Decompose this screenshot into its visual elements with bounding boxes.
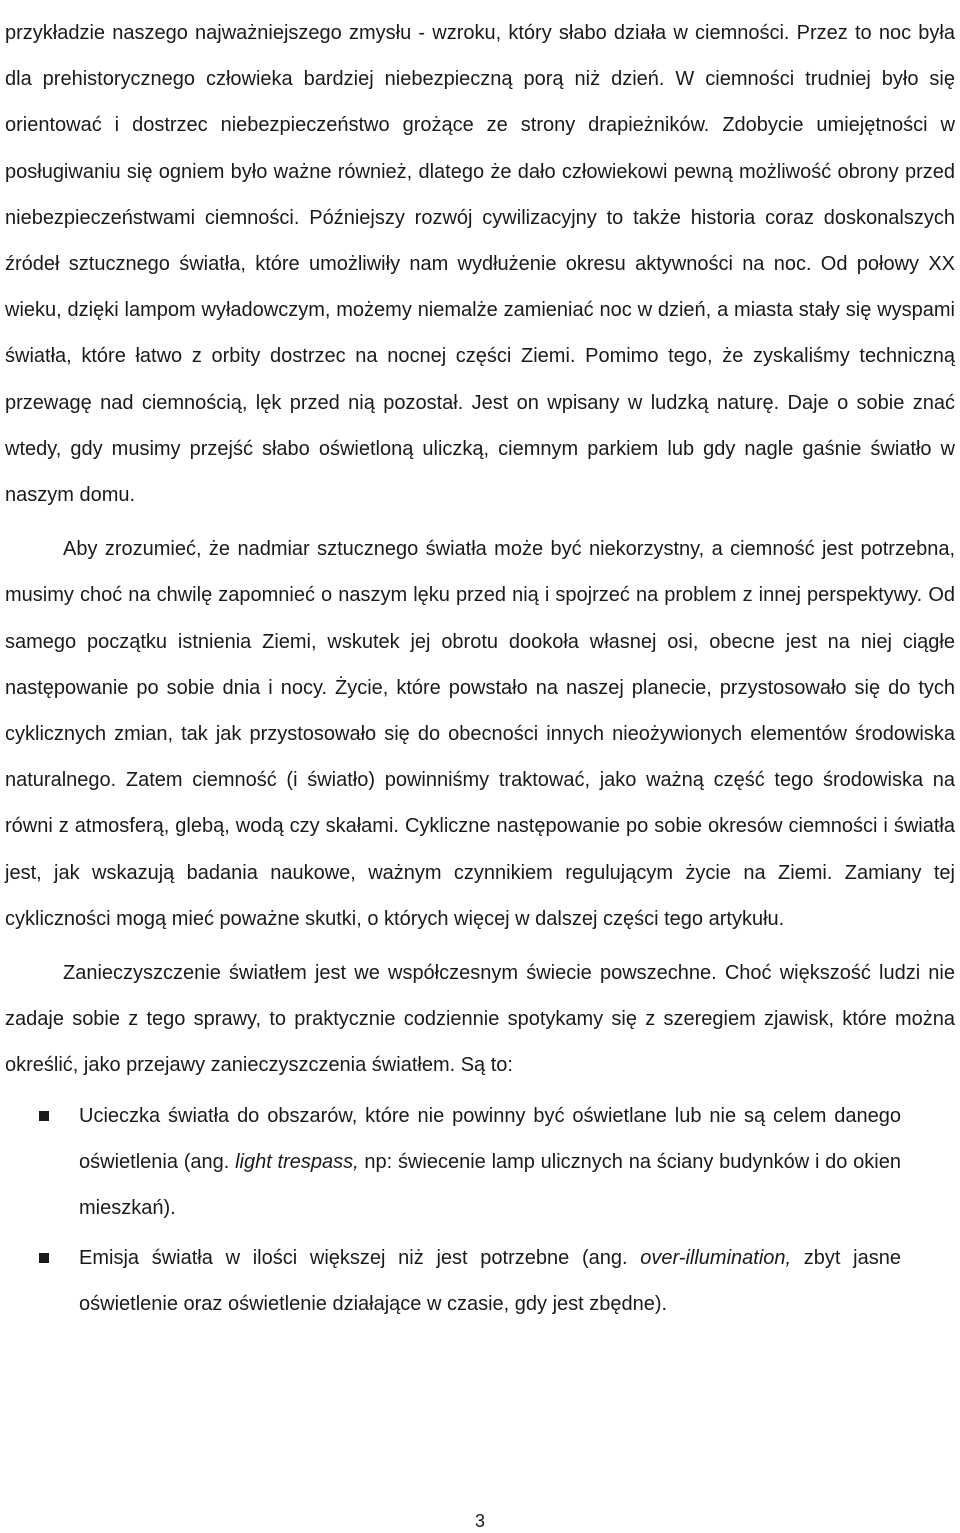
paragraph-2: Aby zrozumieć, że nadmiar sztucznego światła może być niekorzystny, a ciemność jest potrzebna, musimy choć na chwilę zapomnieć o naszym lęku przed nią i spojrzeć na problem z innej perspektywy. Od samego początku istnienia Ziemi, wskutek jej obrotu dookoła własnej osi, obecne jest na niej ciągłe następowanie po sobie dnia i nocy. Życie, które powstało na naszej planecie, przystosowało się do tych cyklicznych zmian, tak jak przystosowało się do obecności innych nieożywionych elementów środowiska naturalnego. Zatem ciemność (i światło) powinniśmy traktować, jako ważną część tego środowiska na równi z atmosferą, glebą, wodą czy skałami. Cykliczne następowanie po sobie okresów ciemności i światła jest, jak wskazują badania naukowe, ważnym czynnikiem regulującym życie na Ziemi. Zamiany tej cykliczności mogą mieć poważne skutki, o których więcej w dalszej części tego artykułu. bbox=[5, 538, 955, 930]
paragraph-3: Zanieczyszczenie światłem jest we współczesnym świecie powszechne. Choć większość ludzi nie zadaje sobie z tego sprawy, to praktycznie codziennie spotykamy się z szeregiem zjawisk, które można określić, jako przejawy zanieczyszczenia światłem. Są to: bbox=[5, 962, 955, 1077]
list-item bbox=[5, 1093, 955, 1232]
list-item-text-start: Ucieczka światła do obszarów, które nie powinny być oświetlane lub nie są celem danego oświetlenia (ang. bbox=[79, 1104, 901, 1173]
list-item bbox=[5, 1235, 955, 1327]
list-item-term: over-illumination, bbox=[640, 1247, 792, 1270]
square-bullet-icon bbox=[39, 1253, 49, 1263]
page-number: 3 bbox=[474, 1511, 485, 1531]
list-item-term: light trespass, bbox=[235, 1150, 359, 1173]
paragraph-1: przykładzie naszego najważniejszego zmysłu - wzroku, który słabo działa w ciemności. Przez to noc była dla prehistorycznego człowieka bardziej niebezpieczną porą niż dzień. W ciemności trudniej było się orientować i dostrzec niebezpieczeństwo grożące ze strony drapieżników. Zdobycie umiejętności w posługiwaniu się ogniem było ważne również, dlatego że dało człowiekowi pewną możliwość obrony przed niebezpieczeństwami ciemności. Późniejszy rozwój cywilizacyjny to także historia coraz doskonalszych źródeł sztucznego światła, które umożliwiły nam wydłużenie okresu aktywności na noc. Od połowy XX wieku, dzięki lampom wyładowczym, możemy niemalże zamieniać noc w dzień, a miasta stały się wyspami światła, które łatwo z orbity dostrzec na nocnej części Ziemi. Pomimo tego, że zyskaliśmy techniczną przewagę nad ciemnością, lęk przed nią pozostał. Jest on wpisany w ludzką naturę. Daje o sobie znać wtedy, gdy musimy przejść słabo oświetloną uliczką, ciemnym parkiem lub gdy nagle gaśnie światło w naszym domu. bbox=[5, 22, 955, 507]
list-item-text-end: zbyt jasne oświetlenie oraz oświetlenie działające w czasie, gdy jest zbędne). bbox=[79, 1247, 901, 1316]
document-page bbox=[5, 10, 955, 1332]
pollution-types-list bbox=[5, 1093, 955, 1328]
square-bullet-icon bbox=[39, 1111, 49, 1121]
list-item-text-start: Emisja światła w ilości większej niż jest potrzebne (ang. bbox=[79, 1247, 641, 1270]
list-item-text-end: np: świecenie lamp ulicznych na ściany budynków i do okien mieszkań). bbox=[79, 1150, 901, 1220]
